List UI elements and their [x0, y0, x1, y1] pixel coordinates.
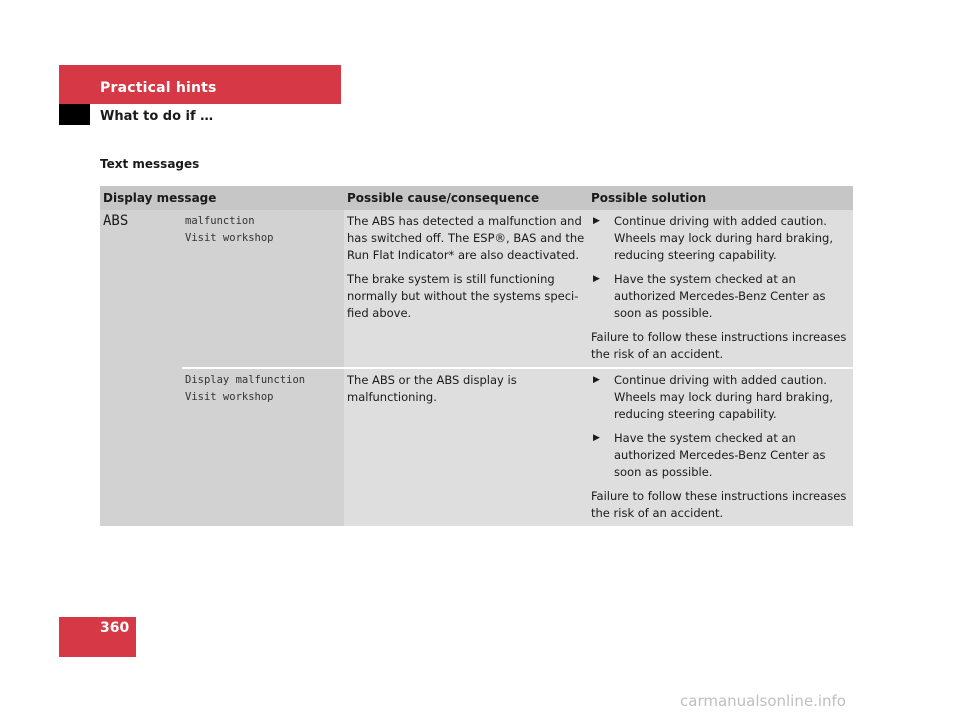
column-header-display-message: Display message: [100, 186, 344, 210]
section-title: Practical hints: [100, 80, 217, 96]
page-number: 360: [100, 620, 130, 636]
solution-item: [591, 430, 850, 481]
display-message-line: malfunction: [185, 215, 255, 227]
table-row: [100, 210, 853, 368]
table-row: [100, 368, 853, 526]
display-code: ABS: [103, 213, 129, 229]
arrow-bullet-icon: ▶: [593, 216, 600, 226]
solution-cell: [588, 368, 853, 526]
display-message-line: Display malfunction: [185, 374, 306, 386]
solution-item: [591, 271, 850, 322]
warning-note: Failure to follow these instructions increases the risk of an accident.: [591, 489, 847, 520]
solution-text: Have the system checked at an authorized Mercedes-Benz Center as soon as possible.: [614, 431, 826, 479]
cause-cell: [344, 368, 588, 526]
solution-text: Continue driving with added caution. Wheels may lock during hard braking, reducing steering capability.: [614, 373, 833, 421]
subsection-marker: [59, 104, 90, 125]
arrow-bullet-icon: ▶: [593, 375, 600, 385]
solution-item: [591, 213, 850, 264]
watermark: carmanualsonline.info: [680, 692, 846, 710]
solution-text: Continue driving with added caution. Wheels may lock during hard braking, reducing steering capability.: [614, 214, 833, 262]
solution-item: [591, 372, 850, 423]
warning-note: Failure to follow these instructions increases the risk of an accident.: [591, 330, 847, 361]
solution-cell: [588, 210, 853, 368]
arrow-bullet-icon: ▶: [593, 274, 600, 284]
display-message-line: Visit workshop: [185, 232, 274, 244]
display-message-line: Visit workshop: [185, 391, 274, 403]
cause-cell: [344, 210, 588, 368]
table-header-row: [100, 186, 853, 210]
cause-paragraph: The ABS or the ABS display is malfunctioning.: [347, 373, 517, 404]
subsection-title: What to do if …: [100, 109, 214, 124]
column-header-cause: Possible cause/consequence: [344, 186, 588, 210]
cause-paragraph: The ABS has detected a malfunction and has switched off. The ESP®, BAS and the Run Flat Indicator* are also deactivated.: [347, 214, 585, 262]
arrow-bullet-icon: ▶: [593, 433, 600, 443]
text-messages-table: [100, 186, 853, 526]
display-code-cell: [100, 210, 182, 526]
display-message-cell: [182, 368, 344, 526]
solution-text: Have the system checked at an authorized Mercedes-Benz Center as soon as possible.: [614, 272, 826, 320]
table-heading: Text messages: [100, 157, 200, 171]
cause-paragraph: The brake system is still functioning normally but without the systems speci-fied above.: [347, 272, 579, 320]
column-header-solution: Possible solution: [588, 186, 853, 210]
display-message-cell: [182, 210, 344, 368]
